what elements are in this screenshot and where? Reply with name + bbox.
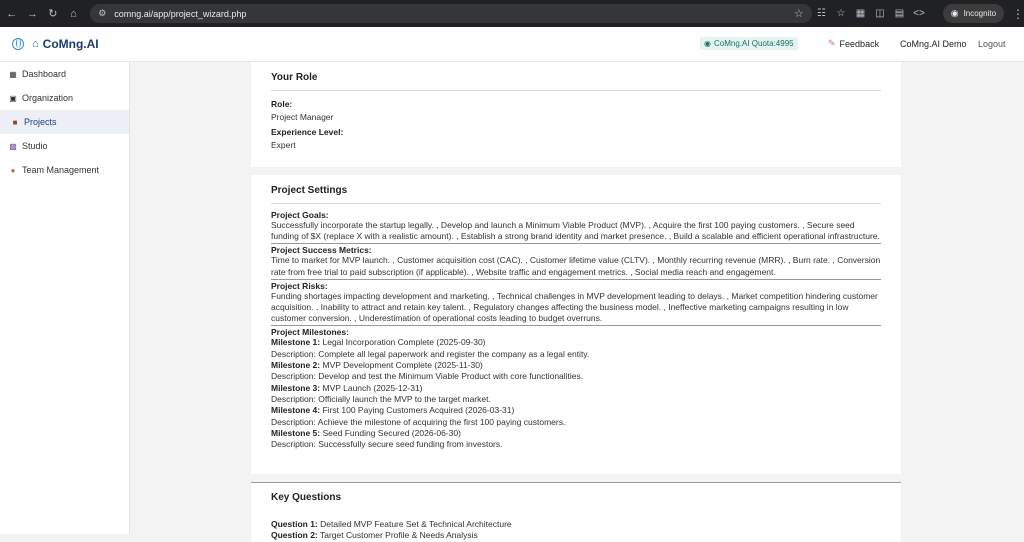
milestone-description: Description: Complete all legal paperwork and register the company as a legal entity. [271,348,590,359]
risks-label: Project Risks: [271,280,328,291]
risks-block [271,280,881,327]
quota-text: CoMng.AI Quota:4995 [713,39,794,48]
goals-text: Successfully incorporate the startup legally. , Develop and launch a Minimum Viable Product (MVP). , Acquire the first 100 paying customers. , Secure seed funding of $X (replace X with a realistic amount). , Establish a strong brand identity and market presence. , Build a scalable and efficient operational infrastructure. [271,220,880,242]
user-menu[interactable]: CoMng.AI Demo [900,39,967,49]
risks-text: Funding shortages impacting development and marketing. , Technical challenges in MVP development leading to delays. , Market competition hindering customer acquisition. , Inability to attract and retain key talent. , Regulatory changes affecting the business model. , Ineffective marketing campaigns resulting in low customer conversion. , Underestimation of operational costs leading to budget overruns. [271,290,878,324]
browser-toolbar [0,0,1024,27]
incognito-icon: ◉ [950,8,959,18]
sidebar-item-team-management[interactable] [0,158,129,182]
sidebar-item-dashboard[interactable] [0,62,129,86]
feedback-label: Feedback [839,38,880,49]
role-value: Project Manager [271,112,334,122]
film-icon: ▩ [9,141,17,151]
milestone-title: Milestone 5: Seed Funding Secured (2026-06-30) [271,427,461,438]
reload-icon[interactable]: ↻ [48,8,58,20]
house-icon: ⌂ [32,38,39,50]
extension-puzzle-icon[interactable]: ▦ [855,8,866,19]
briefcase-icon: ■ [12,117,18,127]
feedback-button[interactable] [828,38,879,49]
team-icon: ● [10,165,16,175]
role-card-title: Your Role [271,62,881,91]
milestone-description: Description: Successfully secure seed funding from investors. [271,439,503,450]
feedback-icon: ✎ [828,38,836,48]
goals-label: Project Goals: [271,210,329,220]
sidebar-item-label: Dashboard [22,69,67,79]
milestone-description: Description: Achieve the milestone of acquiring the first 100 paying customers. [271,416,566,427]
incognito-badge[interactable] [943,4,1004,23]
question-item: Question 2: Target Customer Profile & Needs Analysis [271,530,478,541]
reading-list-icon[interactable]: ▤ [894,8,905,19]
sidebar [0,62,130,534]
milestone-title: Milestone 2: MVP Development Complete (2025-11-30) [271,360,483,371]
sidebar-item-label: Studio [22,141,48,151]
home-icon[interactable]: ⌂ [70,7,77,20]
incognito-label: Incognito [963,9,997,18]
questions-card-title: Key Questions [271,492,342,503]
milestone-description: Description: Officially launch the MVP to the target market. [271,393,491,404]
milestone-title: Milestone 4: First 100 Paying Customers Acquired (2026-03-31) [271,405,515,416]
metrics-text: Time to market for MVP launch. , Customer acquisition cost (CAC). , Customer lifetime value (CLTV). , Monthly recurring revenue (MRR). , Burn rate. , Conversion rate from free trial to paid subscription (if applicable). , Website traffic and engagement metrics. , Social media reach and engagement. [271,255,881,277]
sidebar-item-projects[interactable] [0,110,129,134]
sidebar-item-label: Team Management [22,165,100,175]
brand[interactable] [12,37,99,51]
goals-block [271,210,881,244]
devtools-icon[interactable]: <> [913,8,925,19]
main-content [130,62,1024,541]
bookmark-star-icon[interactable]: ☆ [793,8,804,20]
metrics-block [271,244,881,279]
milestone-description: Description: Develop and test the Minimum Viable Product with core functionalities. [271,371,584,382]
milestones-block [271,326,881,450]
settings-card [251,175,901,474]
experience-value: Expert [271,140,296,151]
grid-icon: ▦ [9,69,17,79]
back-icon[interactable]: ← [6,7,18,20]
milestone-title: Milestone 1: Legal Incorporation Complete (2025-09-30) [271,337,486,348]
sidebar-item-label: Organization [22,93,74,103]
sidebar-item-organization[interactable] [0,86,129,110]
url-text: comng.ai/app/project_wizard.php [114,8,247,19]
milestones-label: Project Milestones: [271,327,349,338]
brand-name[interactable]: CoMng.AI [42,37,99,51]
milestone-title: Milestone 3: MVP Launch (2025-12-31) [271,382,423,393]
globe-icon[interactable] [12,38,24,50]
question-item: Question 1: Detailed MVP Feature Set & Technical Architecture [271,519,512,529]
role-label: Role: [271,99,293,109]
address-bar[interactable] [90,4,812,23]
experience-label: Experience Level: [271,127,344,138]
questions-card [251,482,901,542]
quota-badge [700,37,798,50]
app-header [0,27,1024,62]
forward-icon[interactable]: → [26,7,38,20]
sidepanel-icon[interactable]: ◫ [875,8,885,19]
browser-menu-icon[interactable]: ⋮ [1012,6,1024,21]
logout-link[interactable]: Logout [978,39,1006,49]
extension-star-icon[interactable]: ☆ [836,8,846,19]
settings-card-title: Project Settings [271,175,881,204]
extension-icon[interactable]: ☷ [816,8,826,19]
sidebar-item-label: Projects [24,117,57,127]
metrics-label: Project Success Metrics: [271,245,372,256]
org-icon: ▣ [9,93,17,103]
role-card [251,62,901,167]
robot-icon: ◉ [704,39,711,48]
site-info-icon[interactable]: ⚙ [98,8,107,18]
sidebar-item-studio[interactable] [0,134,129,158]
